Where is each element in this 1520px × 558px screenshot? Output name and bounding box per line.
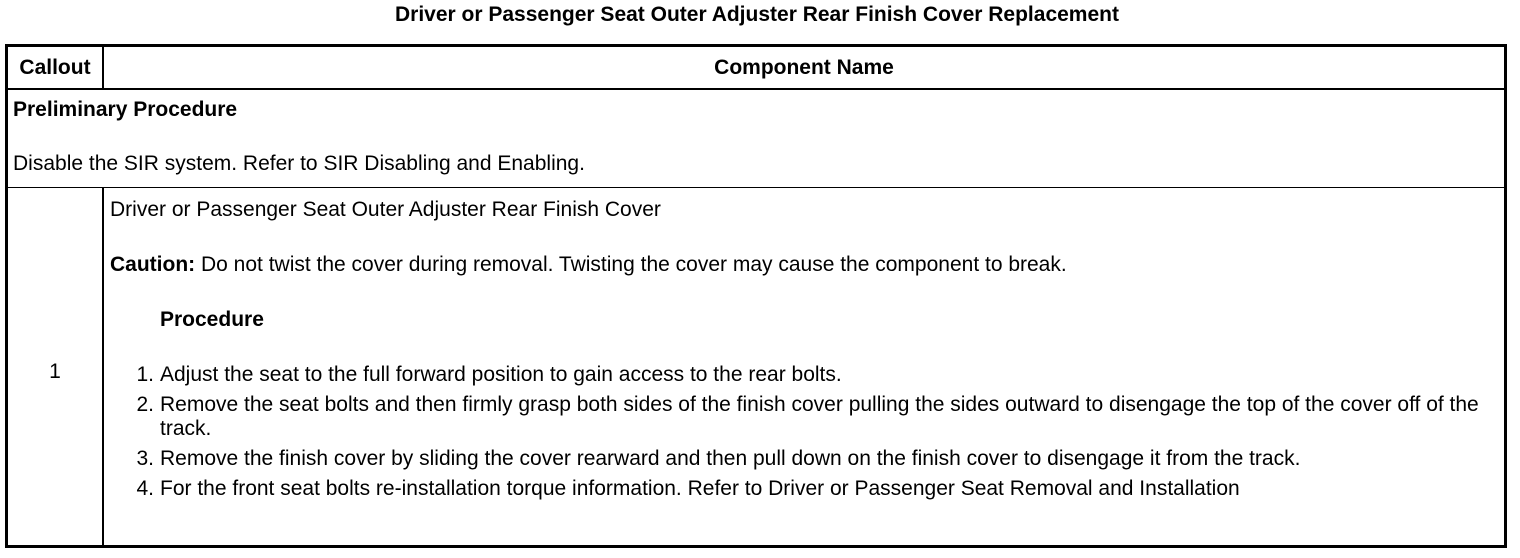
step-number: 4. [136, 477, 154, 500]
step-text: Remove the seat bolts and then firmly grasp both sides of the finish cover pulling the sides outward to disengage the top of the cover off of the track. [160, 393, 1479, 440]
procedure-table [5, 44, 1507, 548]
component-cell [104, 188, 1504, 545]
preliminary-procedure-title: Preliminary Procedure [13, 98, 238, 121]
caution-note [110, 253, 1067, 277]
step-number: 1. [136, 363, 154, 386]
step-number: 3. [136, 447, 154, 470]
table-row [8, 188, 1504, 545]
step-text: Adjust the seat to the full forward position to gain access to the rear bolts. [160, 363, 842, 386]
callout-number: 1 [49, 360, 61, 383]
page-title: Driver or Passenger Seat Outer Adjuster Rear Finish Cover Replacement [395, 3, 1119, 26]
caution-text: Do not twist the cover during removal. Twisting the cover may cause the component to break. [195, 253, 1067, 276]
header-callout: Callout [8, 47, 104, 88]
step-text: For the front seat bolts re-installation torque information. Refer to Driver or Passenger Seat Removal and Installation [160, 477, 1240, 500]
header-component-name: Component Name [714, 56, 894, 79]
list-item [104, 477, 1494, 501]
procedure-steps [104, 363, 1494, 507]
callout-cell [8, 188, 104, 545]
step-number: 2. [136, 393, 154, 416]
preliminary-procedure-row [8, 90, 1504, 188]
preliminary-procedure-text: Disable the SIR system. Refer to SIR Disabling and Enabling. [13, 152, 585, 175]
list-item [104, 393, 1494, 441]
step-text: Remove the finish cover by sliding the cover rearward and then pull down on the finish cover to disengage it from the track. [160, 447, 1301, 470]
table-header-row [8, 47, 1504, 90]
component-name: Driver or Passenger Seat Outer Adjuster Rear Finish Cover [110, 198, 661, 221]
caution-label: Caution: [110, 253, 196, 276]
list-item [104, 447, 1494, 471]
list-item [104, 363, 1494, 387]
procedure-title: Procedure [160, 308, 264, 331]
